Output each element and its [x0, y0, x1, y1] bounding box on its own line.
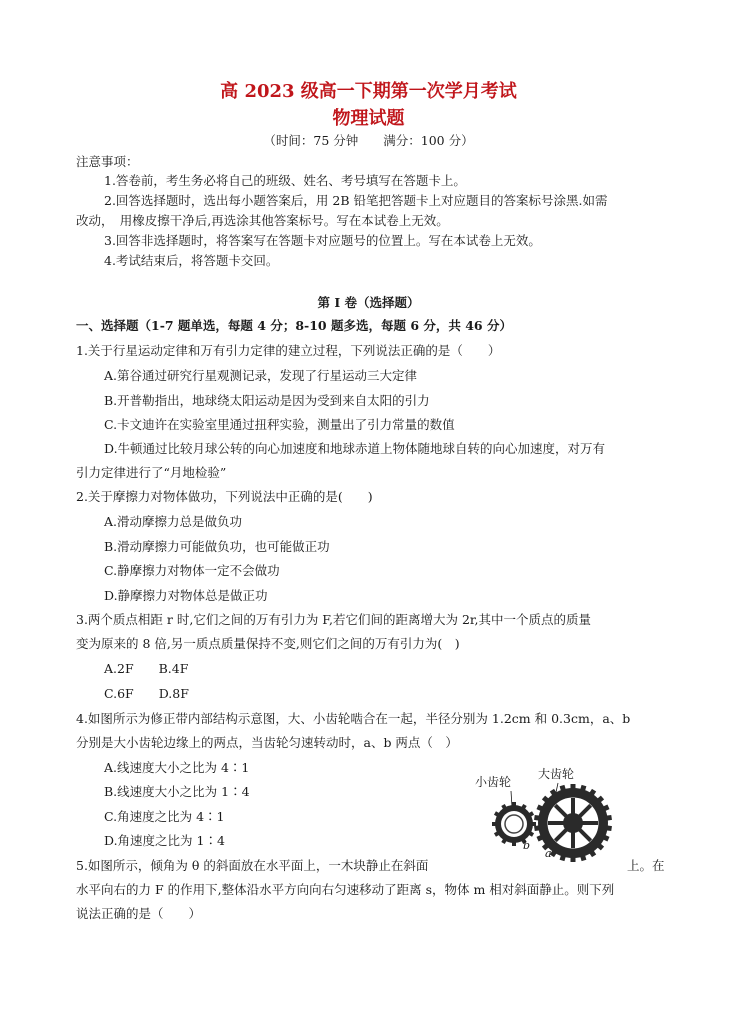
point-a-label: a — [545, 847, 552, 860]
point-b-label: b — [523, 839, 531, 852]
note-item: 1.答卷前，考生务必将自己的班级、姓名、考号填写在答题卡上。 — [104, 173, 466, 188]
q4-option-b: B.线速度大小之比为 1∶4 — [104, 784, 250, 799]
q2-option-c: C.静摩擦力对物体一定不会做功 — [104, 563, 280, 578]
q2-option-a: A.滑动摩擦力总是做负功 — [104, 514, 243, 529]
q5-stem-tail: 上。在 — [627, 858, 665, 873]
q1-option-b: B.开普勒指出，地球绕太阳运动是因为受到来自太阳的引力 — [104, 393, 430, 408]
part-heading: 一、选择题（1-7 题单选，每题 4 分；8-10 题多选，每题 6 分，共 46 分） — [76, 318, 512, 333]
q5-stem-cont2: 说法正确的是（ ） — [76, 906, 202, 921]
q4-option-c: C.角速度之比为 4∶1 — [104, 809, 225, 824]
time-info: （时间：75 分钟 满分：100 分） — [263, 133, 474, 148]
q3-stem: 3.两个质点相距 r 时,它们之间的万有引力为 F,若它们间的距离增大为 2r,其中一个质点的质量 — [76, 612, 591, 627]
q1-option-c: C.卡文迪许在实验室里通过扭秤实验，测量出了引力常量的数值 — [104, 417, 455, 432]
note-item: 3.回答非选择题时，将答案写在答题卡对应题号的位置上。写在本试卷上无效。 — [104, 233, 541, 248]
q3-stem-cont: 变为原来的 8 倍,另一质点质量保持不变,则它们之间的万有引力为( ) — [76, 636, 460, 651]
q2-option-b: B.滑动摩擦力可能做负功，也可能做正功 — [104, 539, 330, 554]
notes-heading: 注意事项： — [76, 154, 139, 169]
q4-stem: 4.如图所示为修正带内部结构示意图，大、小齿轮啮合在一起，半径分别为 1.2cm 和 0.3cm，a、b — [76, 711, 631, 726]
gear-diagram — [475, 765, 625, 860]
exam-title: 高 2023 级高一下期第一次学月考试 — [220, 81, 517, 102]
small-gear-label: 小齿轮 — [475, 775, 512, 789]
q5-stem: 5.如图所示，倾角为 θ 的斜面放在水平面上，一木块静止在斜面 — [76, 858, 429, 873]
exam-subtitle: 物理试题 — [332, 108, 405, 129]
note-item: 2.回答选择题时，选出每小题答案后，用 2B 铅笔把答题卡上对应题目的答案标号涂黑.如需 — [104, 193, 608, 208]
q5-stem-cont: 水平向右的力 F 的作用下,整体沿水平方向向右匀速移动了距离 s，物体 m 相对斜面静止。则下列 — [76, 882, 615, 897]
q1-option-d-cont: 引力定律进行了“月地检验” — [76, 465, 227, 480]
q1-option-a: A.第谷通过研究行星观测记录，发现了行星运动三大定律 — [104, 368, 418, 383]
note-item: 4.考试结束后，将答题卡交回。 — [104, 253, 279, 268]
q4-option-a: A.线速度大小之比为 4∶1 — [104, 760, 250, 775]
q4-option-d: D.角速度之比为 1∶4 — [104, 833, 225, 848]
gear-figure — [475, 765, 625, 864]
section-title: 第 I 卷（选择题） — [317, 295, 420, 310]
q3-options-cd: C.6F D.8F — [104, 686, 189, 701]
q2-option-d: D.静摩擦力对物体总是做正功 — [104, 588, 268, 603]
q1-stem: 1.关于行星运动定律和万有引力定律的建立过程，下列说法正确的是（ ） — [76, 343, 501, 358]
q1-option-d: D.牛顿通过比较月球公转的向心加速度和地球赤道上物体随地球自转的向心加速度，对万有 — [104, 441, 606, 456]
q3-options-ab: A.2F B.4F — [104, 661, 189, 676]
note-item: 改动， 用橡皮擦干净后,再选涂其他答案标号。写在本试卷上无效。 — [76, 213, 449, 228]
q4-stem-cont: 分别是大小齿轮边缘上的两点，当齿轮匀速转动时，a、b 两点（ ） — [76, 735, 458, 750]
q2-stem: 2.关于摩擦力对物体做功，下列说法中正确的是( ) — [76, 489, 373, 504]
big-gear-label: 大齿轮 — [538, 767, 575, 781]
